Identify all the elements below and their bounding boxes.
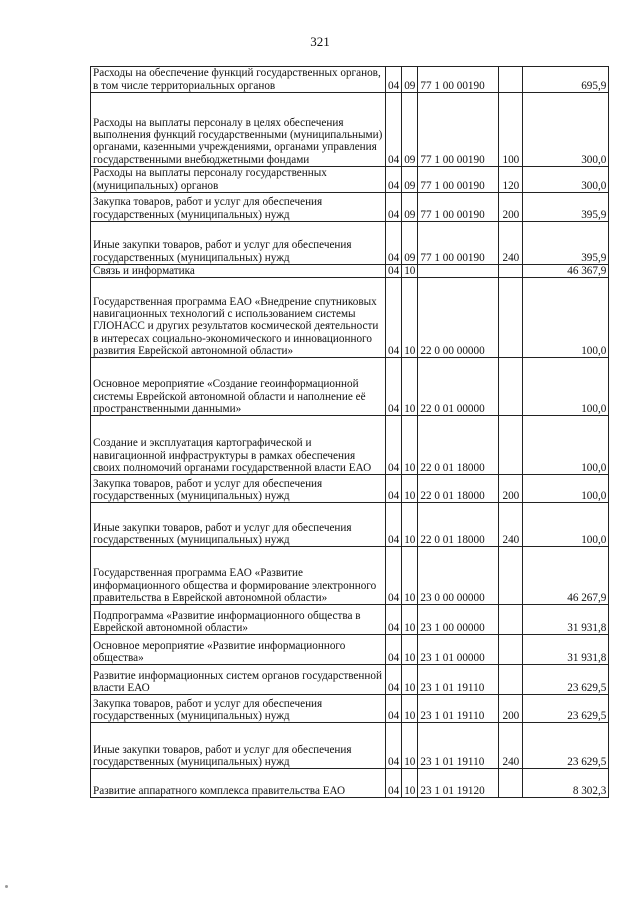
row-section-code: 04 [386, 605, 402, 635]
budget-table [90, 66, 609, 798]
row-section-code: 04 [386, 665, 402, 695]
table-row [91, 769, 609, 798]
row-description: Иные закупки товаров, работ и услуг для обеспечения государственных (муниципальных) нужд [91, 723, 386, 769]
row-description: Расходы на выплаты персоналу государственных (муниципальных) органов [91, 167, 386, 193]
row-section-code: 04 [386, 93, 402, 167]
row-section-code: 04 [386, 723, 402, 769]
row-subsection-code: 10 [402, 769, 418, 798]
table-row [91, 167, 609, 193]
table-row [91, 503, 609, 547]
table-row [91, 605, 609, 635]
row-description: Иные закупки товаров, работ и услуг для обеспечения государственных (муниципальных) нужд [91, 222, 386, 265]
row-subsection-code: 10 [402, 278, 418, 358]
row-subsection-code: 10 [402, 475, 418, 503]
row-subsection-code: 09 [402, 222, 418, 265]
row-subsection-code: 10 [402, 265, 418, 278]
row-description: Расходы на выплаты персоналу в целях обеспечения выполнения функций государственными (муниципальными) органами, казенными учреждениями, органами управления государственными внебюджетными фондами [91, 93, 386, 167]
row-description: Расходы на обеспечение функций государственных органов, в том числе территориальных органов [91, 67, 386, 93]
row-amount: 31 931,8 [523, 635, 609, 665]
row-section-code: 04 [386, 475, 402, 503]
table-row [91, 665, 609, 695]
row-subsection-code: 09 [402, 167, 418, 193]
row-expense-type [499, 265, 523, 278]
row-target-article: 22 0 01 18000 [418, 416, 499, 475]
row-section-code: 04 [386, 635, 402, 665]
row-expense-type [499, 769, 523, 798]
row-amount: 395,9 [523, 193, 609, 222]
table-row [91, 67, 609, 93]
row-amount: 23 629,5 [523, 695, 609, 723]
row-target-article: 22 0 01 18000 [418, 503, 499, 547]
table-row [91, 93, 609, 167]
row-description: Основное мероприятие «Создание геоинформационной системы Еврейской автономной области и наполнение её пространственными данными» [91, 358, 386, 416]
row-section-code: 04 [386, 695, 402, 723]
row-subsection-code: 09 [402, 93, 418, 167]
row-amount: 23 629,5 [523, 665, 609, 695]
row-description: Основное мероприятие «Развитие информационного общества» [91, 635, 386, 665]
row-amount: 31 931,8 [523, 605, 609, 635]
row-subsection-code: 10 [402, 695, 418, 723]
row-expense-type [499, 547, 523, 605]
row-amount: 100,0 [523, 503, 609, 547]
row-description: Развитие аппаратного комплекса правительства ЕАО [91, 769, 386, 798]
row-section-code: 04 [386, 193, 402, 222]
table-row [91, 358, 609, 416]
row-target-article: 23 1 01 00000 [418, 635, 499, 665]
table-row [91, 416, 609, 475]
table-row [91, 635, 609, 665]
row-target-article: 23 0 00 00000 [418, 547, 499, 605]
margin-dot [5, 885, 8, 888]
row-expense-type: 200 [499, 193, 523, 222]
row-amount: 46 367,9 [523, 265, 609, 278]
row-amount: 100,0 [523, 416, 609, 475]
row-subsection-code: 10 [402, 665, 418, 695]
row-amount: 23 629,5 [523, 723, 609, 769]
row-subsection-code: 10 [402, 605, 418, 635]
row-target-article: 23 1 01 19110 [418, 723, 499, 769]
row-expense-type [499, 67, 523, 93]
row-description: Развитие информационных систем органов государственной власти ЕАО [91, 665, 386, 695]
table-row [91, 695, 609, 723]
row-subsection-code: 09 [402, 67, 418, 93]
row-section-code: 04 [386, 222, 402, 265]
row-description: Государственная программа ЕАО «Внедрение спутниковых навигационных технологий с использованием системы ГЛОНАСС и других результатов космической деятельности в интересах социально-экономического и инновационного развития Еврейской автономной области» [91, 278, 386, 358]
row-target-article: 22 0 00 00000 [418, 278, 499, 358]
row-amount: 300,0 [523, 167, 609, 193]
row-subsection-code: 09 [402, 193, 418, 222]
row-amount: 100,0 [523, 358, 609, 416]
row-description: Иные закупки товаров, работ и услуг для обеспечения государственных (муниципальных) нужд [91, 503, 386, 547]
row-subsection-code: 10 [402, 547, 418, 605]
page-number: 321 [310, 34, 330, 49]
row-description: Закупка товаров, работ и услуг для обеспечения государственных (муниципальных) нужд [91, 193, 386, 222]
row-amount: 395,9 [523, 222, 609, 265]
row-section-code: 04 [386, 769, 402, 798]
row-target-article [418, 265, 499, 278]
row-subsection-code: 10 [402, 358, 418, 416]
row-expense-type: 200 [499, 475, 523, 503]
row-description: Подпрограмма «Развитие информационного общества в Еврейской автономной области» [91, 605, 386, 635]
row-expense-type [499, 278, 523, 358]
row-expense-type [499, 605, 523, 635]
row-subsection-code: 10 [402, 416, 418, 475]
table-row [91, 222, 609, 265]
row-amount: 300,0 [523, 93, 609, 167]
row-description: Создание и эксплуатация картографической и навигационной инфраструктуры в рамках обеспечения своих полномочий органами государственной власти ЕАО [91, 416, 386, 475]
row-target-article: 22 0 01 00000 [418, 358, 499, 416]
row-amount: 100,0 [523, 278, 609, 358]
row-target-article: 77 1 00 00190 [418, 93, 499, 167]
row-amount: 100,0 [523, 475, 609, 503]
row-target-article: 22 0 01 18000 [418, 475, 499, 503]
row-section-code: 04 [386, 167, 402, 193]
row-target-article: 77 1 00 00190 [418, 222, 499, 265]
row-target-article: 23 1 01 19120 [418, 769, 499, 798]
row-expense-type [499, 665, 523, 695]
row-subsection-code: 10 [402, 723, 418, 769]
row-expense-type: 240 [499, 503, 523, 547]
row-expense-type: 240 [499, 222, 523, 265]
row-description: Закупка товаров, работ и услуг для обеспечения государственных (муниципальных) нужд [91, 475, 386, 503]
row-amount: 8 302,3 [523, 769, 609, 798]
budget-table-body [91, 67, 609, 798]
row-section-code: 04 [386, 265, 402, 278]
row-amount: 695,9 [523, 67, 609, 93]
row-expense-type [499, 635, 523, 665]
table-row [91, 278, 609, 358]
table-row [91, 265, 609, 278]
row-subsection-code: 10 [402, 635, 418, 665]
row-section-code: 04 [386, 416, 402, 475]
row-description: Государственная программа ЕАО «Развитие информационного общества и формирование электронного правительства в Еврейской автономной области» [91, 547, 386, 605]
row-description: Закупка товаров, работ и услуг для обеспечения государственных (муниципальных) нужд [91, 695, 386, 723]
row-section-code: 04 [386, 358, 402, 416]
row-expense-type [499, 416, 523, 475]
row-section-code: 04 [386, 503, 402, 547]
row-subsection-code: 10 [402, 503, 418, 547]
table-row [91, 193, 609, 222]
row-expense-type [499, 358, 523, 416]
row-target-article: 23 1 01 19110 [418, 695, 499, 723]
row-section-code: 04 [386, 67, 402, 93]
table-row [91, 475, 609, 503]
row-expense-type: 100 [499, 93, 523, 167]
table-row [91, 547, 609, 605]
table-row [91, 723, 609, 769]
row-target-article: 23 1 01 19110 [418, 665, 499, 695]
row-section-code: 04 [386, 547, 402, 605]
row-description: Связь и информатика [91, 265, 386, 278]
row-amount: 46 267,9 [523, 547, 609, 605]
row-section-code: 04 [386, 278, 402, 358]
row-target-article: 23 1 00 00000 [418, 605, 499, 635]
row-expense-type: 120 [499, 167, 523, 193]
row-expense-type: 200 [499, 695, 523, 723]
row-target-article: 77 1 00 00190 [418, 167, 499, 193]
row-target-article: 77 1 00 00190 [418, 193, 499, 222]
row-target-article: 77 1 00 00190 [418, 67, 499, 93]
row-expense-type: 240 [499, 723, 523, 769]
